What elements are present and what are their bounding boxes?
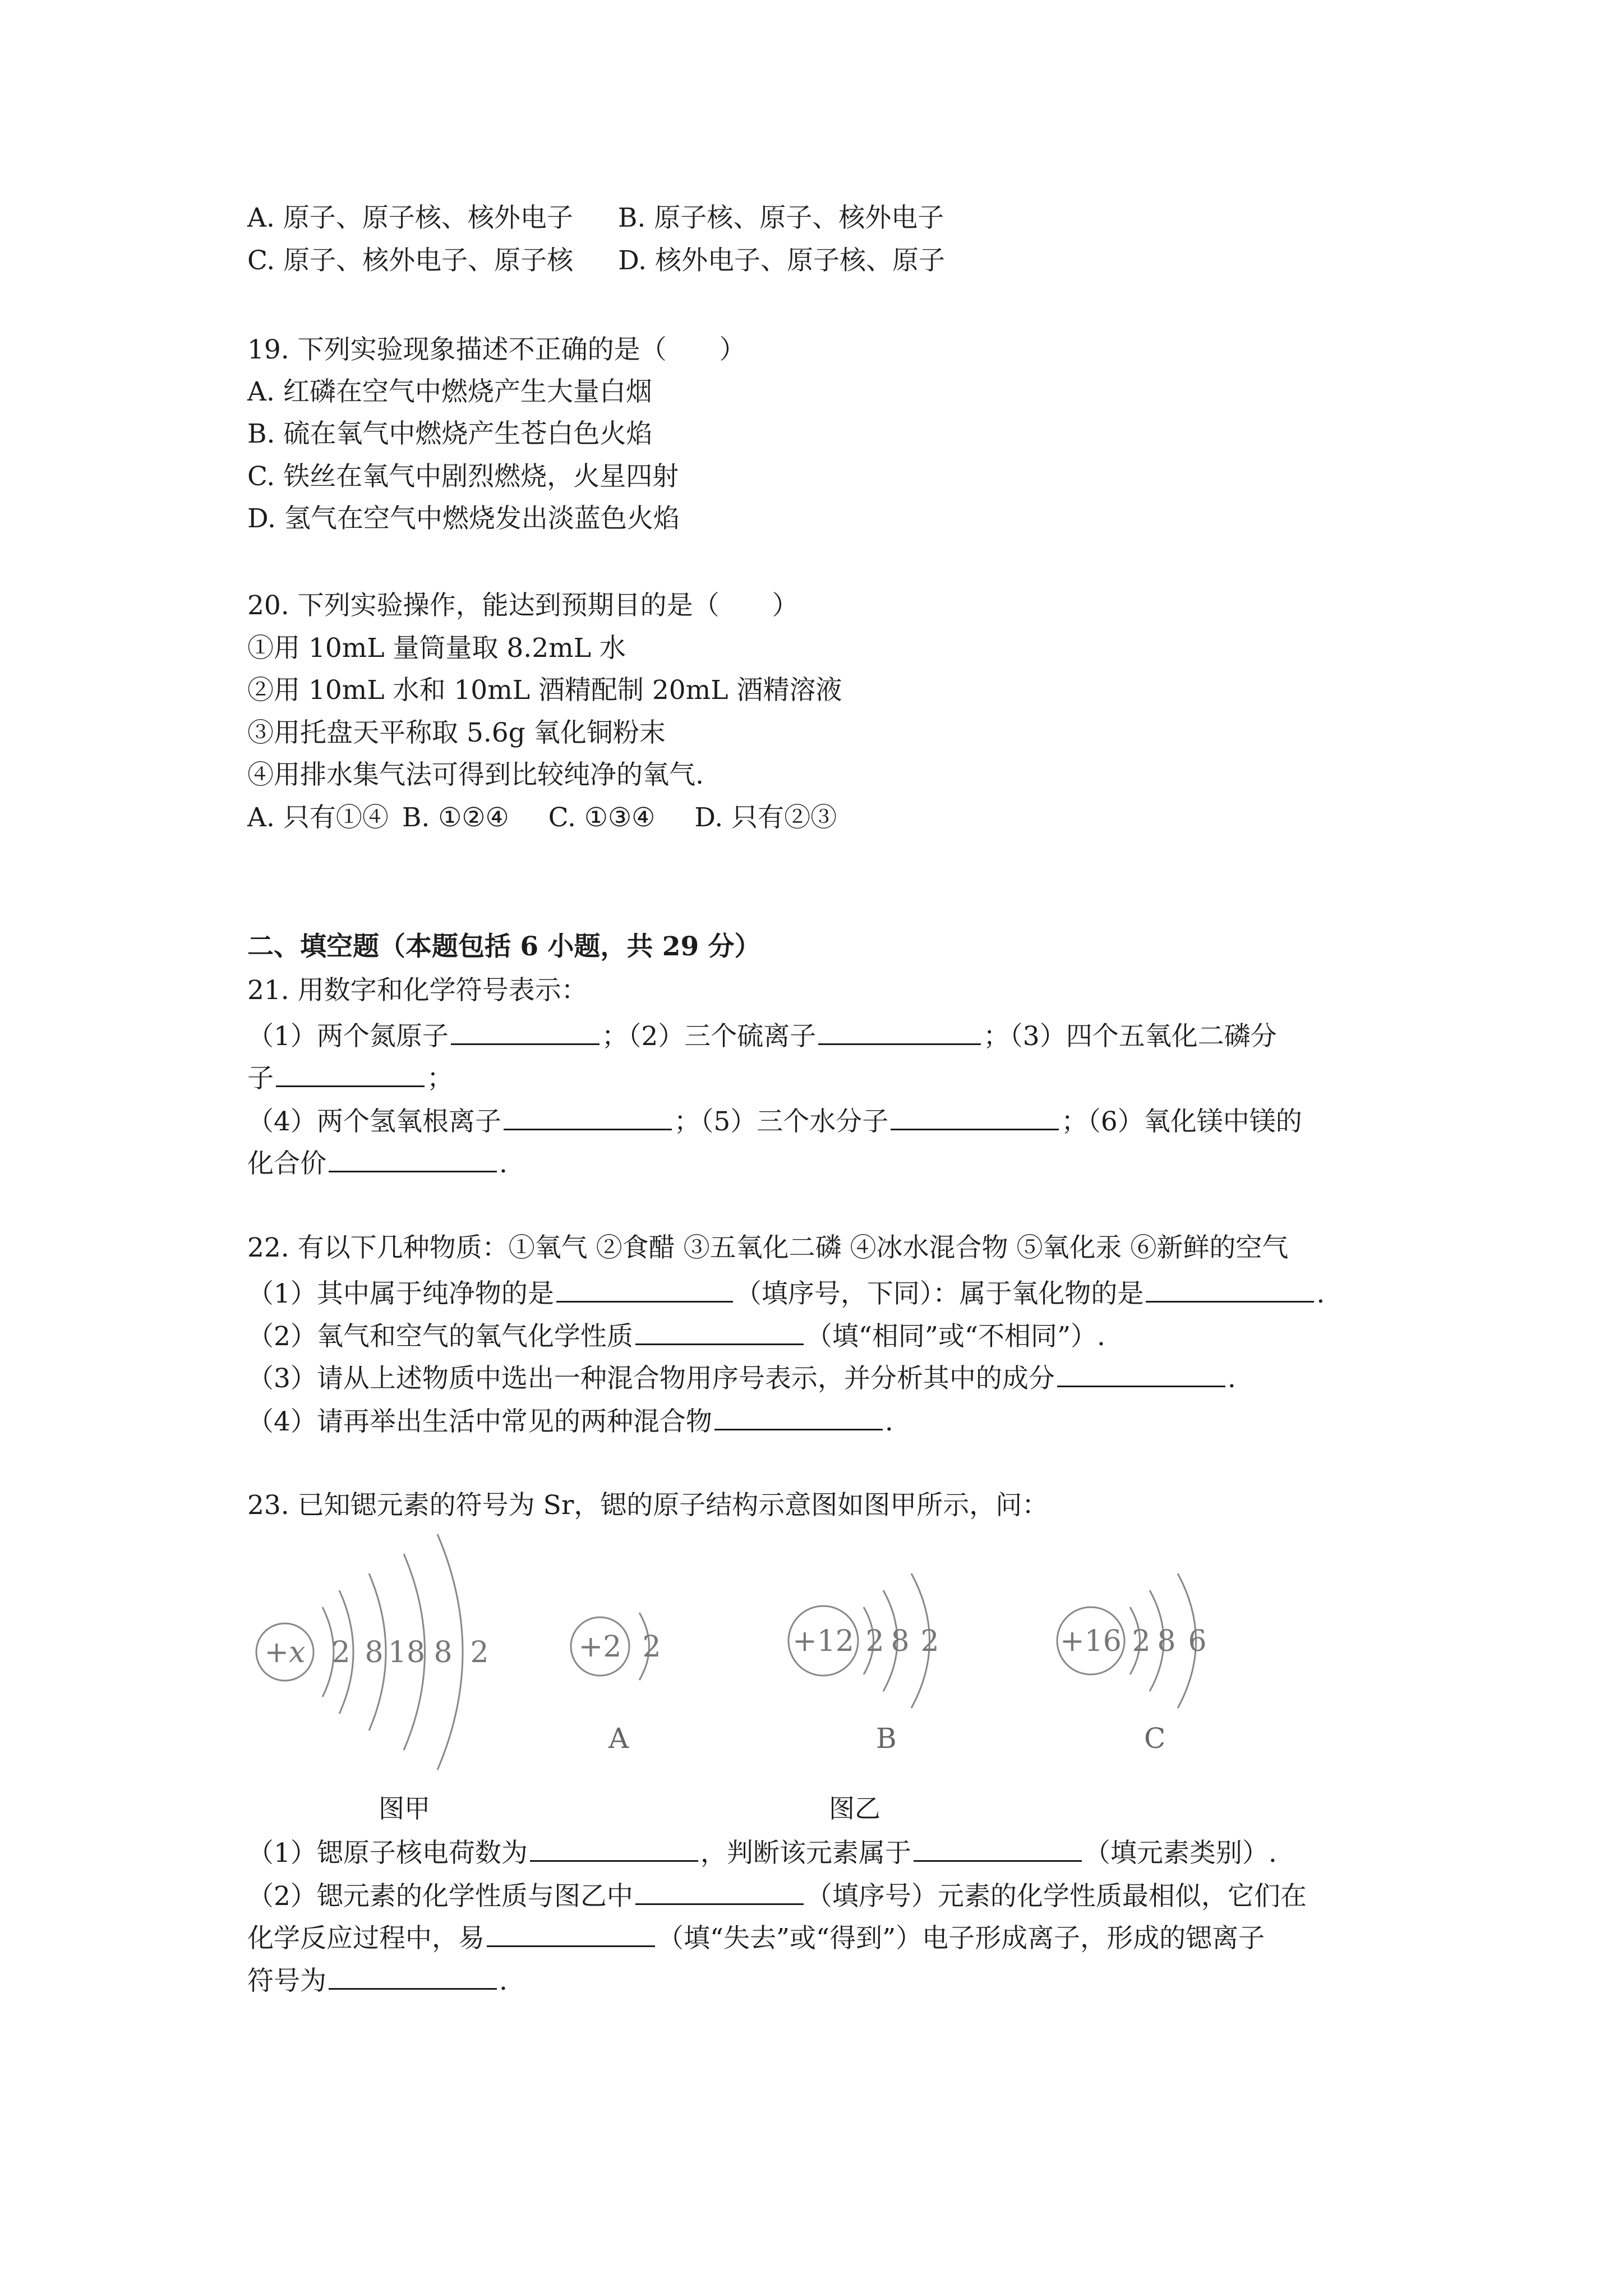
q19-option-b: B. 硫在氧气中燃烧产生苍白色火焰 bbox=[247, 418, 653, 449]
q23-text: 符号为 bbox=[247, 1966, 326, 1996]
answer-blank[interactable] bbox=[530, 1832, 698, 1862]
q18-option-a: A. 原子、原子核、核外电子 bbox=[247, 203, 573, 233]
q21-part-6b: 化合价 bbox=[247, 1148, 326, 1179]
q21-part-2: ；（2）三个硫离子 bbox=[601, 1021, 817, 1052]
q19-option-d: D. 氢气在空气中燃烧发出淡蓝色火焰 bbox=[247, 503, 680, 534]
shell-electron-count: 2 bbox=[865, 1625, 884, 1658]
shell-electron-count: 6 bbox=[1188, 1625, 1207, 1658]
q22-text: （1）其中属于纯净物的是 bbox=[247, 1278, 554, 1309]
q23-text: （2）锶元素的化学性质与图乙中 bbox=[247, 1881, 633, 1912]
shell-electron-count: 2 bbox=[1132, 1625, 1151, 1658]
shell-electron-count: 8 bbox=[1157, 1625, 1176, 1658]
q23-line-4 bbox=[247, 1960, 508, 1999]
q22-text: （填序号，下同）：属于氧化物的是 bbox=[735, 1278, 1144, 1309]
figure-caption-yi: 图乙 bbox=[829, 1793, 880, 1824]
q18-option-c: C. 原子、核外电子、原子核 bbox=[247, 245, 574, 276]
q22-text: . bbox=[1316, 1278, 1325, 1309]
answer-blank[interactable] bbox=[487, 1917, 655, 1947]
q22-stem: 22. 有以下几种物质：①氧气 ②食醋 ③五氧化二磷 ④冰水混合物 ⑤氧化汞 ⑥新鲜的空气 bbox=[247, 1232, 1289, 1263]
shell-electron-count: 18 bbox=[388, 1636, 426, 1669]
shell-electron-count: 2 bbox=[470, 1636, 489, 1669]
q22-text: . bbox=[1227, 1363, 1236, 1394]
q23-text: （填“失去”或“得到”）电子形成离子，形成的锶离子 bbox=[657, 1923, 1265, 1954]
q20-statement-1: ①用 10mL 量筒量取 8.2mL 水 bbox=[247, 633, 626, 664]
q20-option-a: A. 只有①④ bbox=[247, 802, 389, 833]
q21-part-6: ；（6）氧化镁中镁的 bbox=[1061, 1106, 1302, 1137]
shell-electron-count: 8 bbox=[434, 1636, 453, 1669]
q23-stem: 23. 已知锶元素的符号为 Sr，锶的原子结构示意图如图甲所示，问： bbox=[247, 1490, 1049, 1521]
q20-option-c: C. ①③④ bbox=[548, 802, 656, 833]
q18-option-d: D. 核外电子、原子核、原子 bbox=[618, 245, 946, 276]
shell-electron-count: 2 bbox=[331, 1636, 351, 1669]
q21-part-5: ；（5）三个水分子 bbox=[674, 1106, 889, 1137]
q20-stem: 20. 下列实验操作，能达到预期目的是（ ） bbox=[247, 590, 799, 621]
answer-blank[interactable] bbox=[329, 1960, 497, 1990]
nucleus-charge-a: +2 bbox=[578, 1630, 622, 1664]
q20-option-b: B. ①②④ bbox=[402, 802, 509, 833]
answer-blank[interactable] bbox=[914, 1832, 1082, 1862]
q23-line-2 bbox=[247, 1875, 1307, 1915]
q23-text: . bbox=[499, 1966, 508, 1996]
q20-option-d: D. 只有②③ bbox=[694, 802, 837, 833]
q19-option-c: C. 铁丝在氧气中剧烈燃烧，火星四射 bbox=[247, 461, 679, 492]
atom-label-b: B bbox=[876, 1722, 897, 1755]
q21-stem: 21. 用数字和化学符号表示： bbox=[247, 975, 588, 1006]
nucleus-charge-c: +16 bbox=[1060, 1625, 1122, 1658]
q21-part-6c: . bbox=[499, 1148, 508, 1179]
q23-text: ，判断该元素属于 bbox=[700, 1838, 911, 1869]
q20-statement-2: ②用 10mL 水和 10mL 酒精配制 20mL 酒精溶液 bbox=[247, 675, 842, 706]
q23-text: （填元素类别）. bbox=[1083, 1838, 1277, 1869]
shell-electron-count: 2 bbox=[642, 1630, 661, 1664]
q21-part-3c: ； bbox=[427, 1063, 453, 1094]
q19-stem: 19. 下列实验现象描述不正确的是（ ） bbox=[247, 334, 746, 365]
nucleus-charge-b: +12 bbox=[792, 1625, 854, 1658]
q23-text: 化学反应过程中，易 bbox=[247, 1923, 485, 1954]
q20-statement-4: ④用排水集气法可得到比较纯净的氧气. bbox=[247, 760, 704, 790]
q19-option-a: A. 红磷在空气中燃烧产生大量白烟 bbox=[247, 376, 652, 407]
q21-part-1: （1）两个氮原子 bbox=[247, 1021, 449, 1052]
q23-line-3 bbox=[247, 1917, 1265, 1957]
q21-part-3b: 子 bbox=[247, 1063, 274, 1094]
shell-electron-count: 2 bbox=[920, 1625, 939, 1658]
figure-caption-jia: 图甲 bbox=[379, 1793, 430, 1824]
q22-text: （4）请再举出生活中常见的两种混合物 bbox=[247, 1406, 712, 1437]
atom-label-a: A bbox=[608, 1722, 629, 1755]
q22-text: （3）请从上述物质中选出一种混合物用序号表示，并分析其中的成分 bbox=[247, 1363, 1055, 1394]
shell-electron-count: 8 bbox=[891, 1625, 910, 1658]
shell-electron-count: 8 bbox=[365, 1636, 384, 1669]
q18-option-b: B. 原子核、原子、核外电子 bbox=[617, 203, 944, 233]
q22-text: . bbox=[884, 1406, 893, 1437]
answer-blank[interactable] bbox=[635, 1875, 804, 1905]
q23-line-1 bbox=[247, 1832, 1277, 1871]
q23-text: （1）锶原子核电荷数为 bbox=[247, 1838, 528, 1869]
q23-text: （填序号）元素的化学性质最相似，它们在 bbox=[805, 1881, 1307, 1912]
q21-part-4: （4）两个氢氧根离子 bbox=[247, 1106, 501, 1137]
section-title: 二、填空题（本题包括 6 小题，共 29 分） bbox=[247, 931, 761, 962]
q22-text: （2）氧气和空气的氧气化学性质 bbox=[247, 1321, 633, 1352]
q22-text: （填“相同”或“不相同”）. bbox=[805, 1321, 1105, 1352]
atom-label-c: C bbox=[1144, 1722, 1166, 1755]
q21-part-3: ；（3）四个五氧化二磷分 bbox=[983, 1021, 1277, 1052]
nucleus-charge-jia: +x bbox=[264, 1636, 306, 1669]
q20-statement-3: ③用托盘天平称取 5.6g 氧化铜粉末 bbox=[247, 717, 666, 748]
